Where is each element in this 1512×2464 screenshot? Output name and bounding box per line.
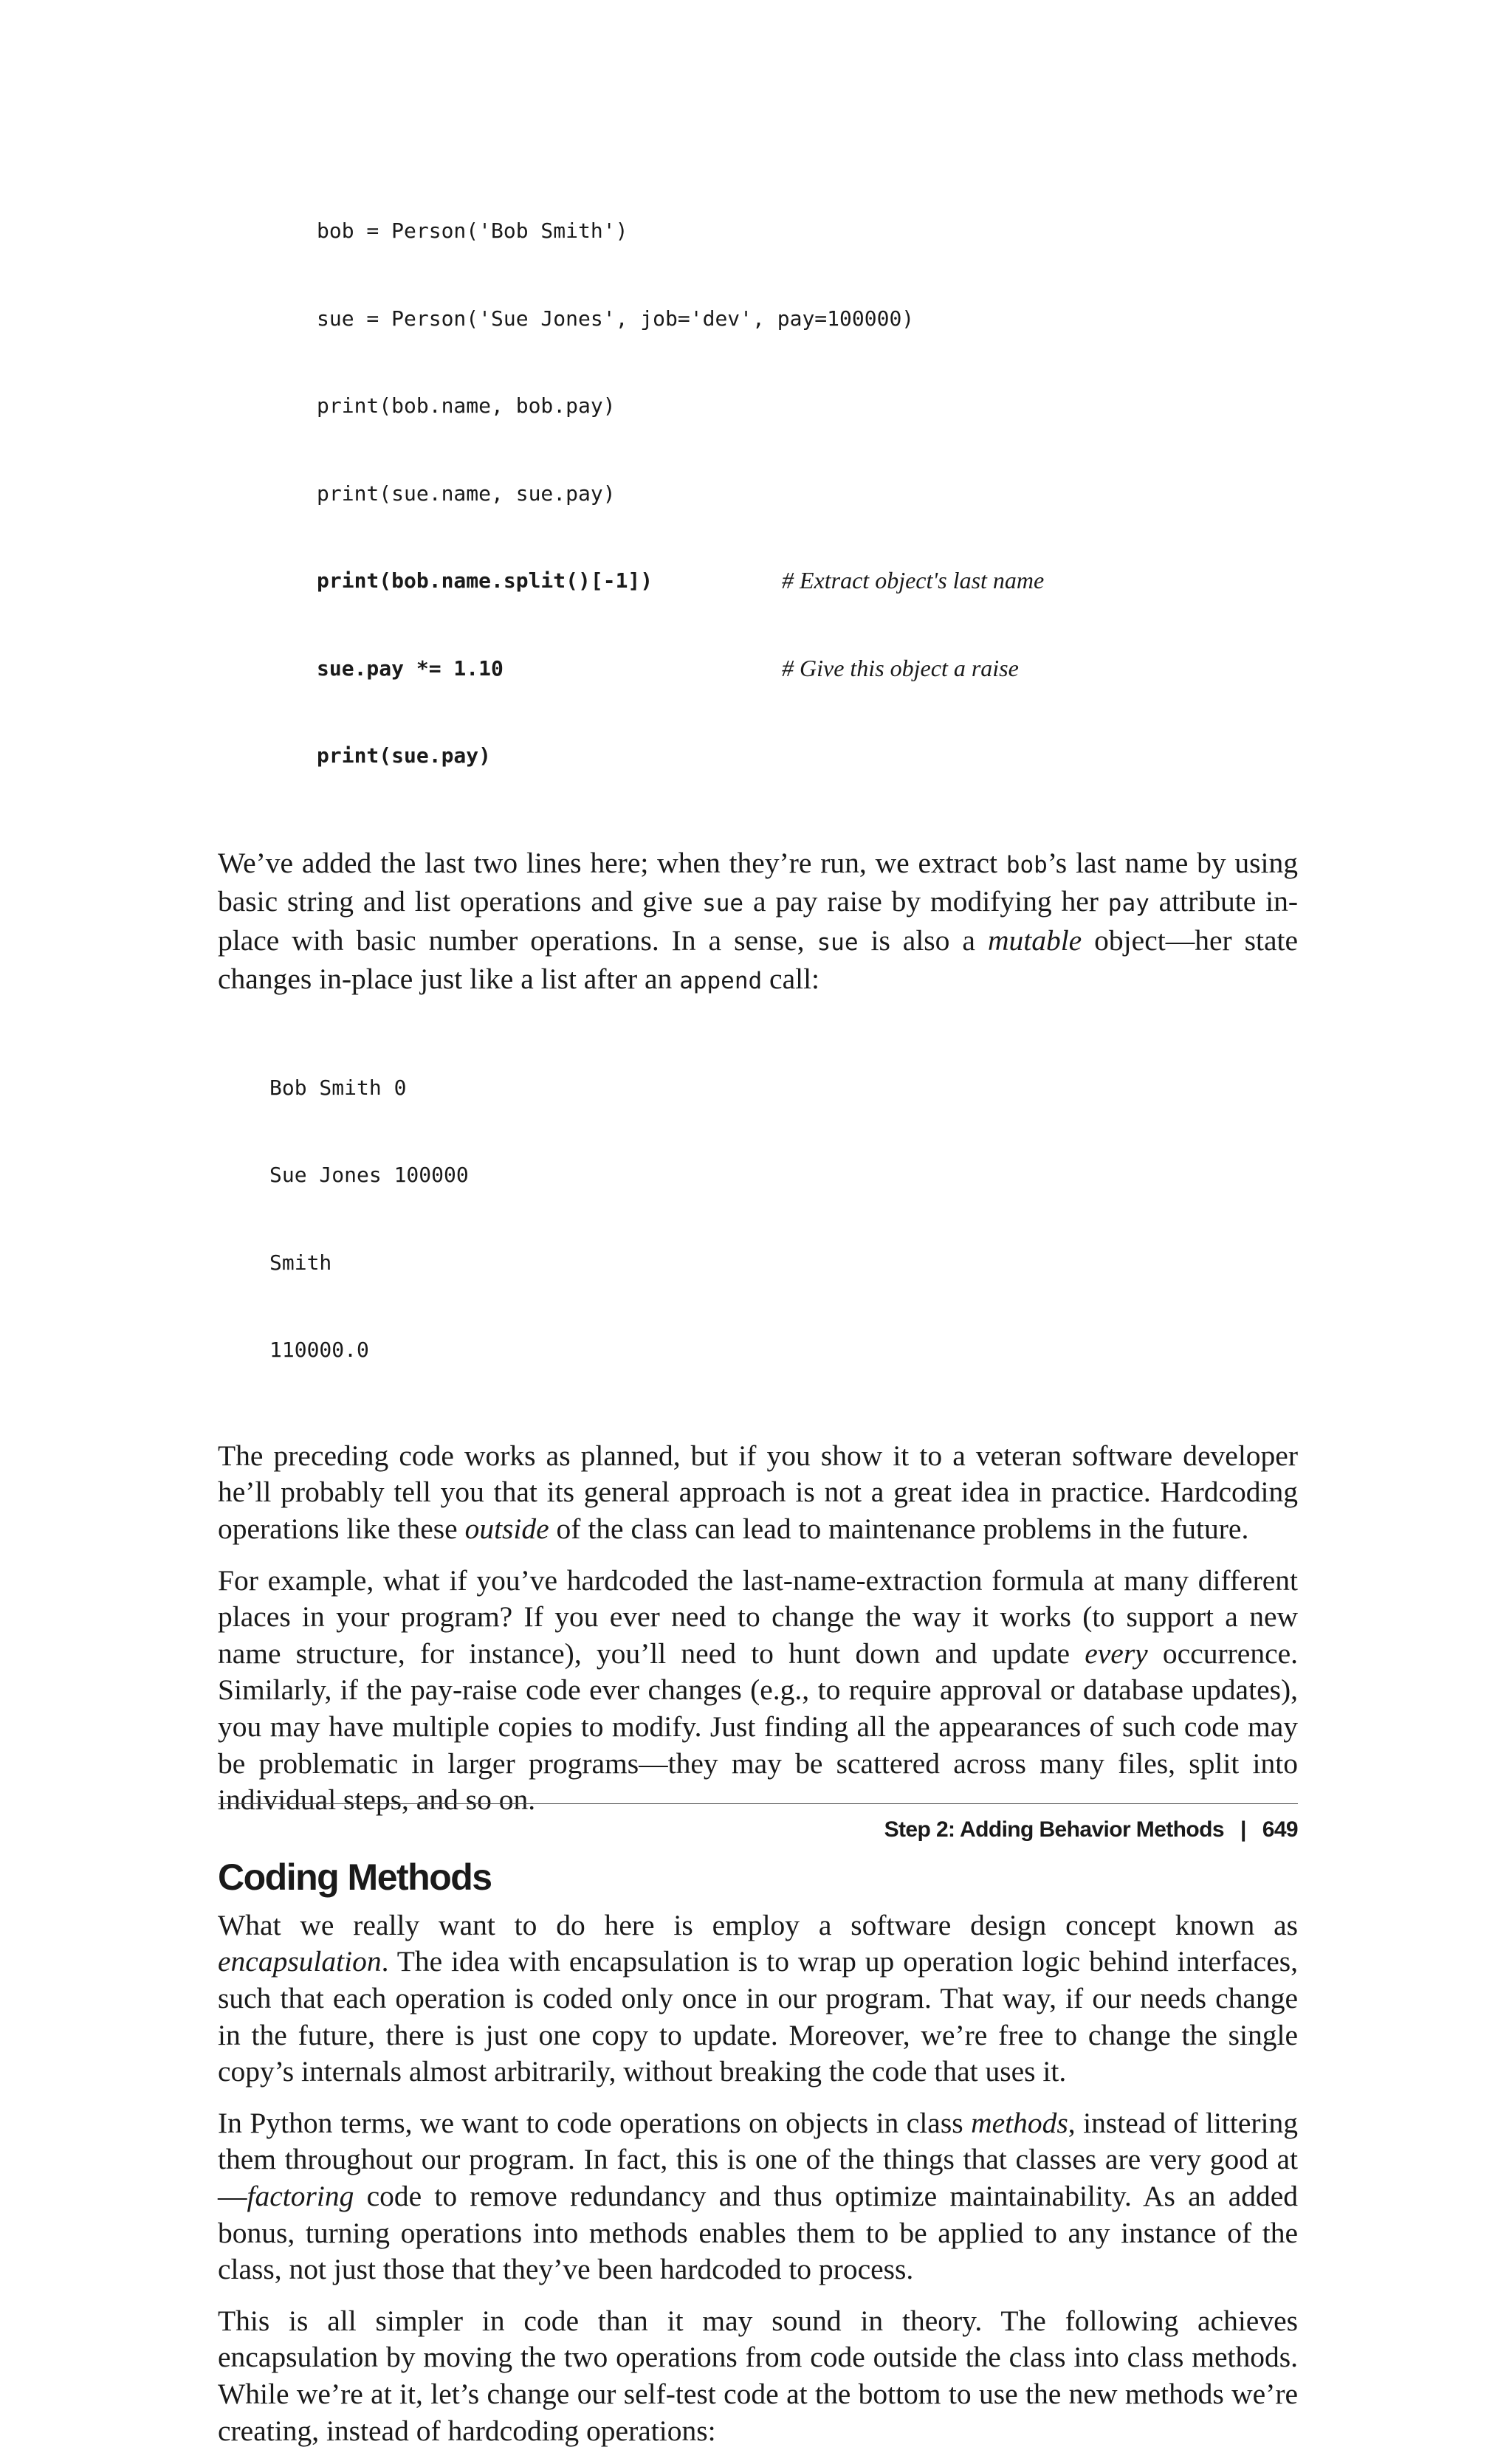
output-line: Bob Smith 0 bbox=[269, 1075, 407, 1100]
text-run: is also a bbox=[858, 923, 988, 957]
inline-code: sue bbox=[702, 890, 744, 918]
code-line bbox=[317, 654, 1298, 684]
code-comment: # Extract object's last name bbox=[782, 567, 1045, 593]
inline-code: pay bbox=[1107, 890, 1150, 918]
text-run: code to remove redundancy and thus optimize maintainability. As an added bonus, turning operations into methods enables them to be applied to any instance of the class, not just those that they’ve been hardcoded to process. bbox=[218, 2179, 1298, 2286]
paragraph-hardcoded-example bbox=[218, 1563, 1298, 1819]
emphasis: every bbox=[1085, 1637, 1148, 1670]
text-run: . The idea with encapsulation is to wrap up operation logic behind interfaces, such that each operation is coded only once in our program. That way, if our needs change in the future, there is just one copy to update. Moreover, we’re free to change the single copy’s internals almost arbitrarily, without breaking the code that uses it. bbox=[218, 1945, 1298, 2088]
text-run: ’s last name by using basic string and list operations and give bbox=[218, 846, 1298, 918]
output-line: 110000.0 bbox=[269, 1338, 369, 1363]
page-number: 649 bbox=[1262, 1817, 1298, 1842]
text-run: We’ve added the last two lines here; when they’re run, we extract bbox=[218, 846, 1006, 879]
text-run: This is all simpler in code than it may sound in theory. The following achieves encapsulation by moving the two operations from code outside the class into class methods. While we’re at it, let’s change our self-test code at the bottom to use the new methods we’re creating, instead of hardcoding operations: bbox=[218, 2304, 1298, 2447]
code-text: print(bob.name, bob.pay) bbox=[317, 393, 616, 418]
text-run: attribute in-place with basic number operations. In a sense, bbox=[218, 885, 1299, 957]
paragraph-last-two-lines bbox=[218, 845, 1298, 1000]
text-run: occurrence. Similarly, if the pay-raise code ever changes (e.g., to require approval or database updates), you may have multiple copies to modify. Just finding all the appearances of such code may be problematic in larger programs—they may be scattered across many files, split into individual steps, and so on. bbox=[218, 1637, 1299, 1817]
code-line bbox=[317, 741, 1298, 771]
footer-divider bbox=[218, 1803, 1298, 1804]
code-block-person-tests bbox=[317, 158, 1298, 829]
text-run: a pay raise by modifying her bbox=[743, 885, 1108, 918]
text-run: What we really want to do here is employ a software design concept known as bbox=[218, 1908, 1298, 1941]
output-line: Sue Jones 100000 bbox=[269, 1163, 469, 1188]
inline-code: sue bbox=[817, 929, 859, 956]
inline-code: append bbox=[679, 968, 763, 995]
code-text: print(bob.name.split()[-1]) bbox=[317, 568, 653, 593]
code-block-output bbox=[269, 1015, 1298, 1423]
paragraph-veteran-developer bbox=[218, 1438, 1298, 1548]
emphasis: methods bbox=[971, 2106, 1068, 2139]
paragraph-python-methods bbox=[218, 2105, 1298, 2288]
code-line bbox=[317, 216, 1298, 246]
text-run: In Python terms, we want to code operations on objects in class bbox=[218, 2106, 972, 2139]
text-run: call: bbox=[762, 963, 820, 996]
paragraph-simpler-in-code bbox=[218, 2303, 1298, 2449]
code-line bbox=[317, 304, 1298, 334]
code-line bbox=[317, 479, 1298, 509]
emphasis: mutable bbox=[987, 923, 1082, 957]
code-text: print(sue.pay) bbox=[317, 743, 492, 768]
page-content bbox=[218, 158, 1298, 2464]
code-comment: # Give this object a raise bbox=[782, 654, 1019, 681]
page-footer bbox=[884, 1817, 1298, 1842]
code-text: sue = Person('Sue Jones', job='dev', pay=100000) bbox=[317, 306, 915, 331]
section-heading: Coding Methods bbox=[218, 1856, 492, 1898]
text-run: of the class can lead to maintenance problems in the future. bbox=[549, 1513, 1249, 1546]
inline-code: bob bbox=[1006, 851, 1048, 878]
text-run: The preceding code works as planned, but if you show it to a veteran software developer he’ll probably tell you that its general approach is not a great idea in practice. Hardcoding operations like these bbox=[218, 1439, 1298, 1546]
code-text: print(sue.name, sue.pay) bbox=[317, 481, 616, 506]
text-run: , instead of littering them throughout our program. In fact, this is one of the things that classes are very good at— bbox=[218, 2106, 1298, 2212]
code-text: bob = Person('Bob Smith') bbox=[317, 218, 628, 243]
code-line bbox=[317, 566, 1298, 596]
text-run: object—her state changes in-place just like a list after an bbox=[218, 923, 1298, 996]
emphasis: outside bbox=[464, 1513, 549, 1546]
code-text: sue.pay *= 1.10 bbox=[317, 655, 504, 681]
footer-separator: | bbox=[1240, 1817, 1246, 1842]
text-run: For example, what if you’ve hardcoded the last-name-extraction formula at many different places in your program? If you ever need to change the way it works (to support a new name structure, for instance), you’ll need to hunt down and update bbox=[218, 1563, 1298, 1670]
code-line bbox=[317, 391, 1298, 421]
paragraph-encapsulation bbox=[218, 1907, 1298, 2090]
emphasis: factoring bbox=[247, 2179, 354, 2212]
emphasis: encapsulation bbox=[218, 1945, 382, 1978]
output-line: Smith bbox=[269, 1250, 332, 1275]
footer-section-title: Step 2: Adding Behavior Methods bbox=[884, 1817, 1224, 1842]
